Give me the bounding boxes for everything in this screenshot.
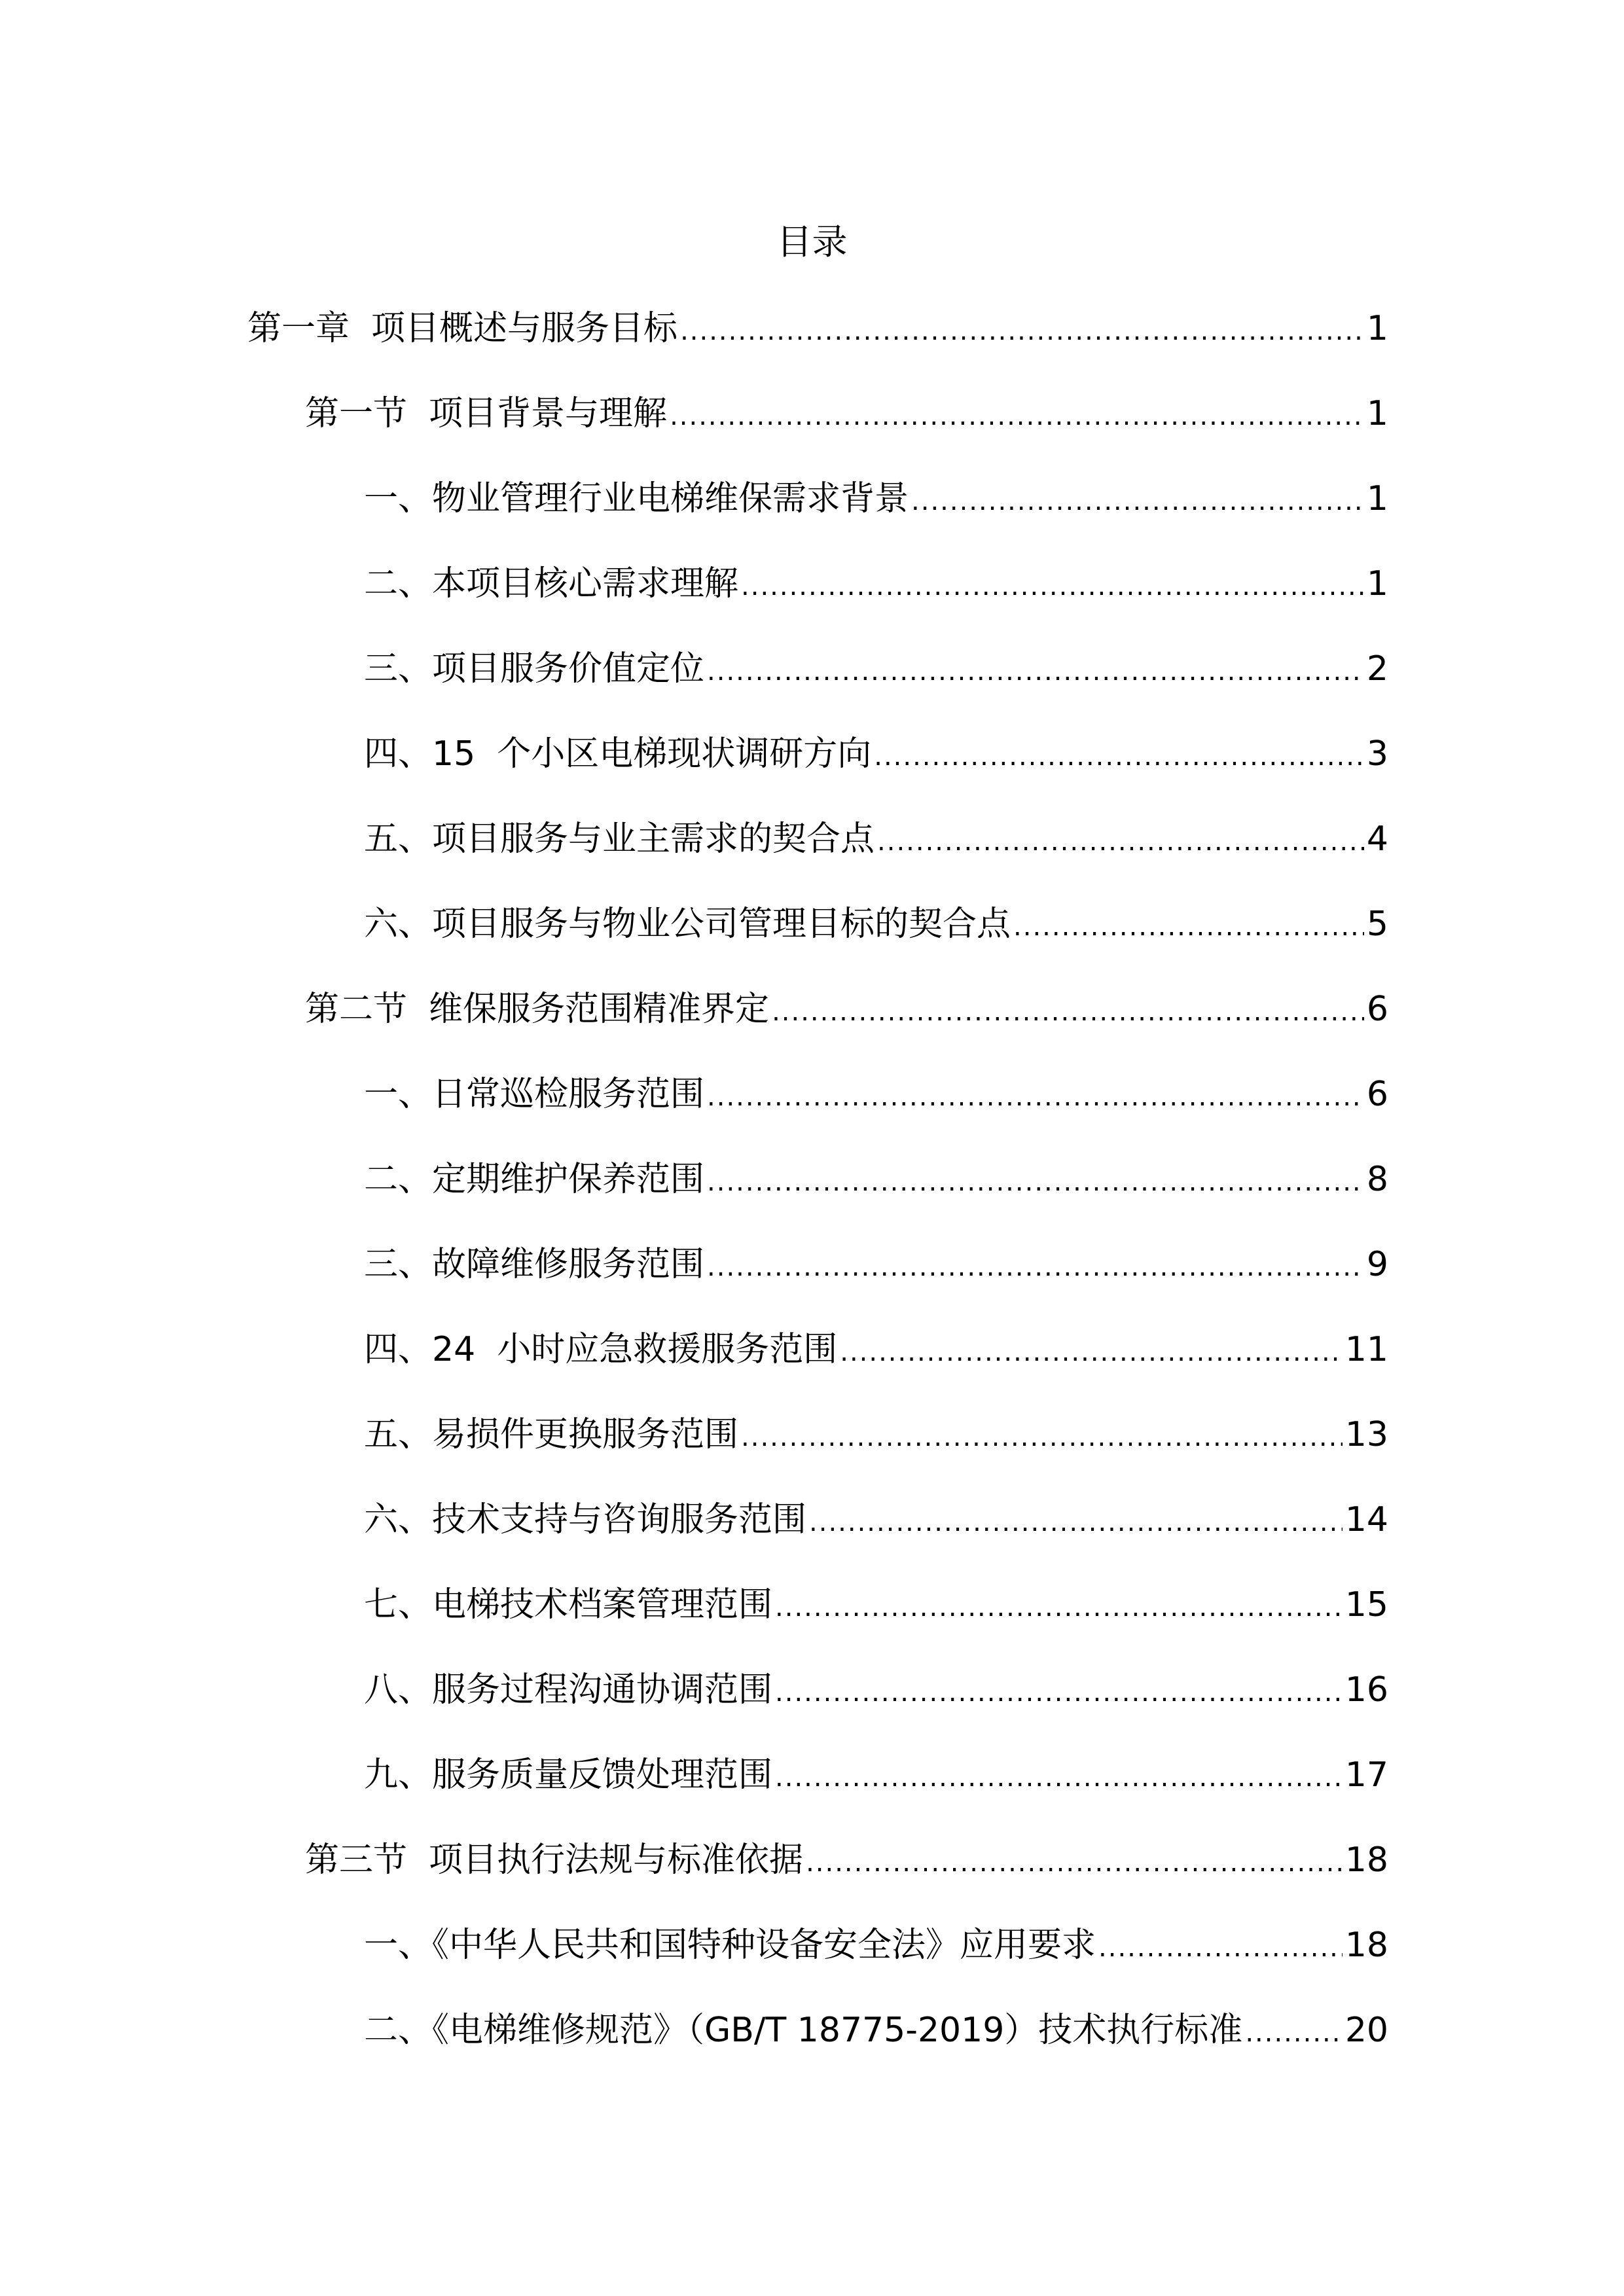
dot-leader [670, 390, 1364, 442]
toc-entry-label: 三、项目服务价值定位 [364, 649, 705, 689]
toc-entry[interactable] [364, 643, 1388, 695]
toc-entry-page: 11 [1344, 1330, 1388, 1369]
toc-entry-page: 5 [1366, 905, 1388, 944]
toc-entry-page: 15 [1344, 1585, 1388, 1624]
toc-entry-label: 二、《电梯维修规范》（GB/T 18775-2019）技术执行标准 [364, 2011, 1243, 2050]
toc-entry-label: 九、服务质量反馈处理范围 [364, 1755, 773, 1795]
dot-leader [911, 475, 1364, 528]
toc-entry-label: 八、服务过程沟通协调范围 [364, 1670, 773, 1710]
dot-leader [809, 1496, 1343, 1549]
toc-entry-label: 一、《中华人民共和国特种设备安全法》应用要求 [364, 1926, 1096, 1965]
toc-entry[interactable] [364, 558, 1388, 610]
dot-leader [707, 1156, 1364, 1208]
dot-leader [707, 1241, 1364, 1293]
toc-entry-page: 2 [1366, 649, 1388, 689]
toc-entry[interactable] [364, 1238, 1388, 1291]
toc-entry-page: 20 [1344, 2011, 1388, 2050]
dot-leader [806, 1837, 1343, 1889]
toc-entry[interactable] [364, 1494, 1388, 1546]
toc-entry-label: 七、电梯技术档案管理范围 [364, 1585, 773, 1624]
toc-entry[interactable] [364, 728, 1388, 780]
toc-entry[interactable] [364, 1664, 1388, 1716]
toc-entry-page: 3 [1366, 734, 1388, 774]
dot-leader [1013, 901, 1364, 953]
dot-leader [840, 1326, 1343, 1378]
toc-entry-label: 六、技术支持与咨询服务范围 [364, 1500, 807, 1539]
toc-entry[interactable] [364, 898, 1388, 950]
dot-leader [775, 1666, 1343, 1719]
toc-entry[interactable] [364, 473, 1388, 525]
dot-leader [775, 1751, 1343, 1804]
toc-entry-page: 9 [1366, 1245, 1388, 1284]
toc-entry[interactable] [364, 1919, 1388, 1971]
toc-entry-label: 一、日常巡检服务范围 [364, 1075, 705, 1114]
toc-entry[interactable] [364, 1408, 1388, 1461]
toc-entry-page: 8 [1366, 1160, 1388, 1199]
dot-leader [775, 1581, 1343, 1634]
toc-entry-chapter-1[interactable] [247, 302, 1388, 355]
toc-entry-label: 二、本项目核心需求理解 [364, 564, 739, 603]
toc-entry-page: 1 [1366, 309, 1388, 348]
toc-entry-page: 1 [1366, 564, 1388, 603]
toc-entry-page: 17 [1344, 1755, 1388, 1795]
toc-entry-label: 三、故障维修服务范围 [364, 1245, 705, 1284]
toc-entry-label: 五、项目服务与业主需求的契合点 [364, 819, 875, 859]
dot-leader [680, 305, 1364, 357]
toc-entry-label: 第一章 项目概述与服务目标 [247, 309, 678, 348]
toc-entry[interactable] [364, 813, 1388, 865]
toc-entry-section-3[interactable] [305, 1834, 1388, 1886]
toc-entry-page: 6 [1366, 1075, 1388, 1114]
dot-leader [772, 986, 1364, 1038]
toc-entry-label: 四、15 个小区电梯现状调研方向 [364, 734, 872, 774]
toc-entry-page: 1 [1366, 394, 1388, 433]
dot-leader [877, 816, 1364, 868]
dot-leader [874, 730, 1364, 783]
toc-entry-page: 18 [1344, 1926, 1388, 1965]
dot-leader [707, 645, 1364, 698]
toc-entry-page: 6 [1366, 990, 1388, 1029]
dot-leader [1098, 1922, 1343, 1974]
toc-entry-section-1[interactable] [305, 387, 1388, 440]
toc-entry[interactable] [364, 2004, 1388, 2056]
toc-entry-label: 二、定期维护保养范围 [364, 1160, 705, 1199]
toc-title: 目录 [776, 221, 848, 262]
toc-entry-label: 第三节 项目执行法规与标准依据 [305, 1840, 804, 1880]
toc-entry[interactable] [364, 1579, 1388, 1631]
toc-entry-section-2[interactable] [305, 983, 1388, 1035]
toc-entry-page: 4 [1366, 819, 1388, 859]
toc-entry[interactable] [364, 1153, 1388, 1206]
dot-leader [741, 1411, 1343, 1463]
toc-entry-label: 一、物业管理行业电梯维保需求背景 [364, 479, 909, 518]
dot-leader [707, 1071, 1364, 1123]
toc-entry-page: 16 [1344, 1670, 1388, 1710]
toc-entry-page: 1 [1366, 479, 1388, 518]
toc-entry[interactable] [364, 1323, 1388, 1376]
toc-entry-label: 四、24 小时应急救援服务范围 [364, 1330, 838, 1369]
toc-entry-page: 18 [1344, 1840, 1388, 1880]
toc-entry[interactable] [364, 1749, 1388, 1801]
toc-entry-label: 五、易损件更换服务范围 [364, 1415, 739, 1454]
toc-entry-page: 13 [1344, 1415, 1388, 1454]
toc-entry-label: 第一节 项目背景与理解 [305, 394, 668, 433]
dot-leader [1245, 2007, 1343, 2059]
dot-leader [741, 560, 1364, 613]
toc-entry-page: 14 [1344, 1500, 1388, 1539]
toc-entry-label: 六、项目服务与物业公司管理目标的契合点 [364, 905, 1011, 944]
toc-entry-label: 第二节 维保服务范围精准界定 [305, 990, 770, 1029]
toc-entry[interactable] [364, 1068, 1388, 1121]
